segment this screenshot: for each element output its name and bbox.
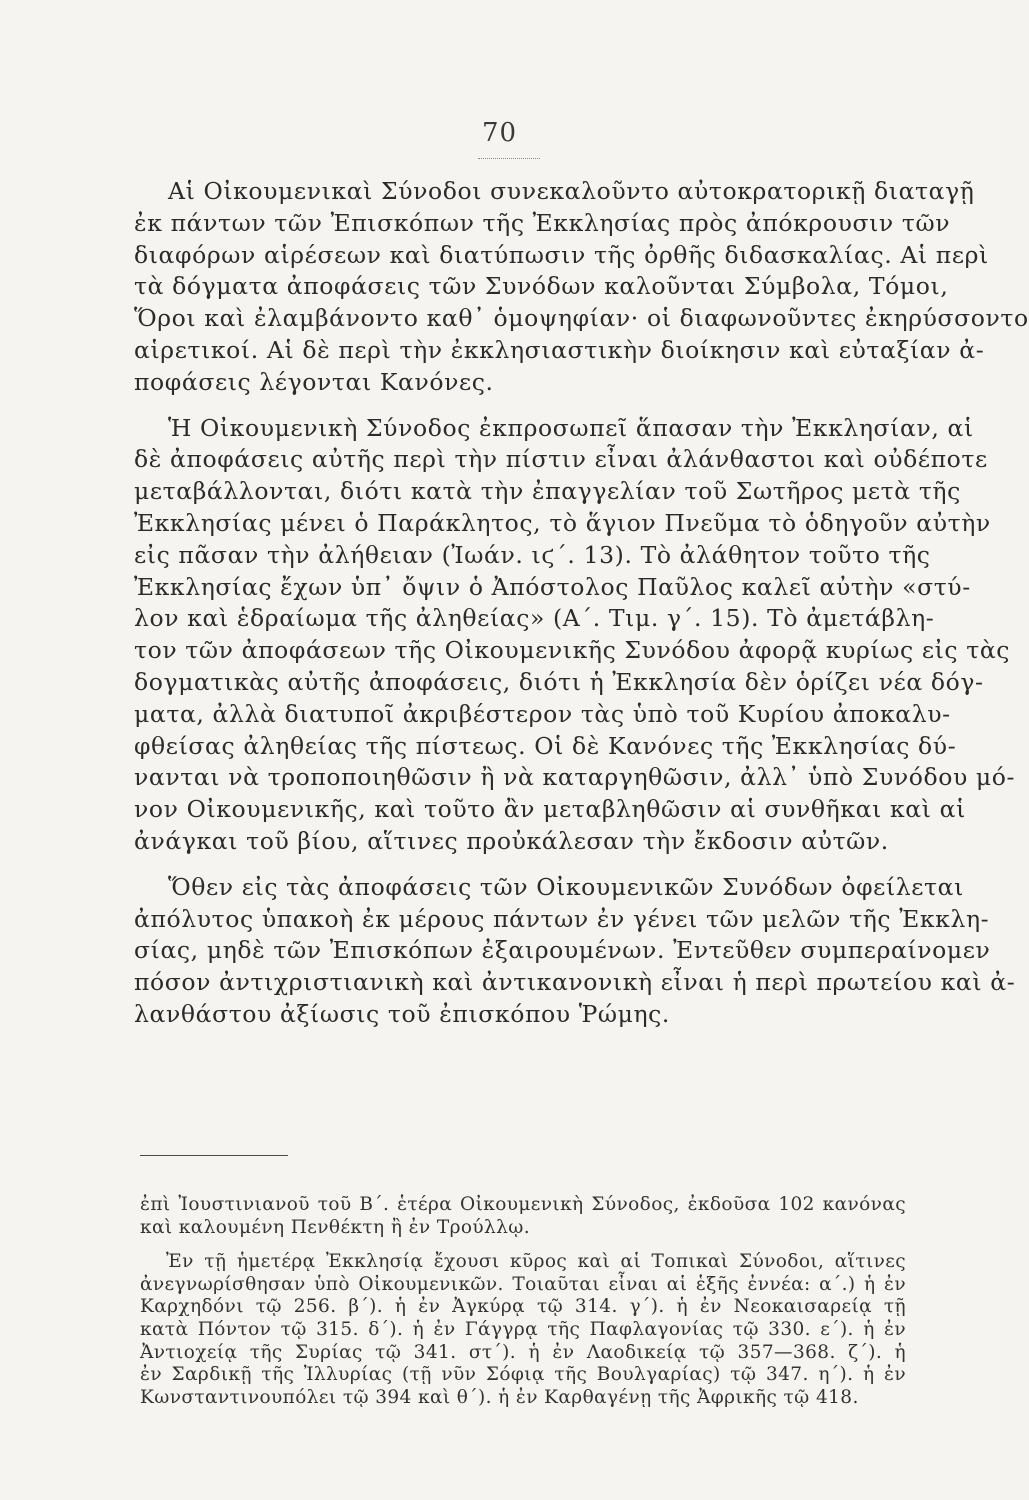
text-line: λον καὶ ἑδραίωμα τῆς ἀληθείας» (Α΄. Τιμ. γ΄. 15). Τὸ ἀμετάβλη- [134, 604, 935, 633]
main-text [134, 176, 1029, 1031]
footnote-line: Κωνσταντινουπόλει τῷ 394 καὶ θ΄). ἡ ἐν Καρθαγένῃ τῆς Ἀφρικῆς τῷ 418. [140, 1386, 859, 1408]
text-line: Ἐκκλησίας ἔχων ὑπ᾽ ὄψιν ὁ Ἀπόστολος Παῦλος καλεῖ αὐτὴν «στύ- [134, 572, 971, 601]
text-line: νανται νὰ τροποποιηθῶσιν ἢ νὰ καταργηθῶσιν, ἀλλ᾽ ὑπὸ Συνόδου μό- [134, 763, 1016, 792]
text-line: μεταβάλλονται, διότι κατὰ τὴν ἐπαγγελίαν τοῦ Σωτῆρος μετὰ τῆς [134, 477, 961, 506]
footnote-continued [140, 1194, 906, 1239]
text-line: φθείσας ἀληθείας τῆς πίστεως. Οἱ δὲ Κανόνες τῆς Ἐκκλησίας δύ- [134, 731, 957, 760]
text-line: πόσον ἀντιχριστιανικὴ καὶ ἀντικανονικὴ εἶναι ἡ περὶ πρωτείου καὶ ἀ- [134, 968, 1016, 997]
text-line: τὰ δόγματα ἀποφάσεις τῶν Συνόδων καλοῦνται Σύμβολα, Τόμοι, [134, 272, 949, 301]
text-line: τον τῶν ἀποφάσεων τῆς Οἰκουμενικῆς Συνόδου ἀφορᾷ κυρίως εἰς τὰς [134, 636, 1011, 665]
text-line: Ἡ Οἰκουμενικὴ Σύνοδος ἐκπροσωπεῖ ἅπασαν τὴν Ἐκκλησίαν, αἱ [168, 413, 974, 442]
text-line: ποφάσεις λέγονται Κανόνες. [134, 367, 494, 396]
text-line: διαφόρων αἱρέσεων καὶ διατύπωσιν τῆς ὀρθῆς διδασκαλίας. Αἱ περὶ [134, 240, 989, 269]
footnote-line: Καρχηδόνι τῷ 256. β΄). ἡ ἐν Ἀγκύρᾳ τῷ 314. γ΄). ἡ ἐν Νεοκαισαρείᾳ τῇ [140, 1296, 906, 1318]
footnote-line: Ἐν τῇ ἡμετέρᾳ Ἐκκλησίᾳ ἔχουσι κῦρος καὶ αἱ Τοπικαὶ Σύνοδοι, αἵτινες [166, 1251, 906, 1273]
footnotes [140, 1194, 906, 1409]
footnote-line: καὶ καλουμένη Πενθέκτη ἢ ἐν Τρούλλῳ. [140, 1216, 531, 1238]
text-line: ἀνάγκαι τοῦ βίου, αἵτινες προὐκάλεσαν τὴν ἔκδοσιν αὐτῶν. [134, 826, 889, 855]
paragraph-obedience [134, 872, 1016, 1031]
footnote-line: Ἀντιοχείᾳ τῆς Συρίας τῷ 341. στ΄). ἡ ἐν Λαοδικείᾳ τῷ 357—368. ζ΄). ἡ [140, 1341, 906, 1363]
text-line: ἀπόλυτος ὑπακοὴ ἐκ μέρους πάντων ἐν γένει τῶν μελῶν τῆς Ἐκκλη- [134, 904, 990, 933]
footnote-line: ἐπὶ Ἰουστινιανοῦ τοῦ Β΄. ἑτέρα Οἰκουμενικὴ Σύνοδος, ἐκδοῦσα 102 κανόνας [140, 1194, 906, 1215]
text-line: ματα, ἀλλὰ διατυποῖ ἀκριβέστερον τὰς ὑπὸ τοῦ Κυρίου ἀποκαλυ- [134, 699, 951, 728]
text-line: εἰς πᾶσαν τὴν ἀλήθειαν (Ἰωάν. ιϛ΄. 13). Τὸ ἀλάθητον τοῦτο τῆς [134, 540, 931, 569]
text-line: ἐκ πάντων τῶν Ἐπισκόπων τῆς Ἐκκλησίας πρὸς ἀπόκρουσιν τῶν [134, 208, 951, 237]
paragraph-councils [134, 176, 1029, 399]
footnote-line: ἀνεγνωρίσθησαν ὑπὸ Οἰκουμενικῶν. Τοιαῦται εἶναι αἱ ἑξῆς ἐννέα: α΄.) ἡ ἐν [140, 1273, 906, 1295]
page-number-divider [478, 158, 540, 159]
text-line: αἱρετικοί. Αἱ δὲ περὶ τὴν ἐκκλησιαστικὴν διοίκησιν καὶ εὐταξίαν ἀ- [134, 335, 985, 364]
text-line: Ὅροι καὶ ἐλαμβάνοντο καθ᾽ ὁμοψηφίαν· οἱ διαφωνοῦντες ἐκηρύσσοντο [134, 304, 1029, 333]
text-line: νον Οἰκουμενικῆς, καὶ τοῦτο ἂν μεταβληθῶσιν αἱ συνθῆκαι καὶ αἱ [134, 795, 966, 824]
page-number: 70 [481, 118, 518, 148]
text-line: δογματικὰς αὐτῆς ἀποφάσεις, διότι ἡ Ἐκκλησία δὲν ὁρίζει νέα δόγ- [134, 667, 984, 696]
paragraph-infallibility [134, 413, 1016, 858]
text-line: δὲ ἀποφάσεις αὐτῆς περὶ τὴν πίστιν εἶναι ἀλάνθαστοι καὶ οὐδέποτε [134, 445, 988, 474]
text-line: λανθάστου ἀξίωσις τοῦ ἐπισκόπου Ῥώμης. [134, 999, 671, 1028]
text-line: Ἐκκλησίας μένει ὁ Παράκλητος, τὸ ἅγιον Πνεῦμα τὸ ὁδηγοῦν αὐτὴν [134, 508, 991, 537]
text-line: Αἱ Οἰκουμενικαὶ Σύνοδοι συνεκαλοῦντο αὐτοκρατορικῇ διαταγῇ [168, 177, 975, 205]
footnote-local-synods [140, 1251, 906, 1409]
footnote-line: ἐν Σαρδικῇ τῆς Ἰλλυρίας (τῇ νῦν Σόφιᾳ τῆς Βουλγαρίας) τῷ 347. η΄). ἡ ἐν [140, 1364, 906, 1386]
footnote-line: κατὰ Πόντον τῷ 315. δ΄). ἡ ἐν Γάγγρᾳ τῆς Παφλαγονίας τῷ 330. ε΄). ἡ ἐν [140, 1318, 906, 1340]
footnote-divider [140, 1155, 288, 1156]
text-line: Ὅθεν εἰς τὰς ἀποφάσεις τῶν Οἰκουμενικῶν Συνόδων ὀφείλεται [168, 872, 964, 901]
text-line: σίας, μηδὲ τῶν Ἐπισκόπων ἐξαιρουμένων. Ἐντεῦθεν συμπεραίνομεν [134, 936, 991, 965]
